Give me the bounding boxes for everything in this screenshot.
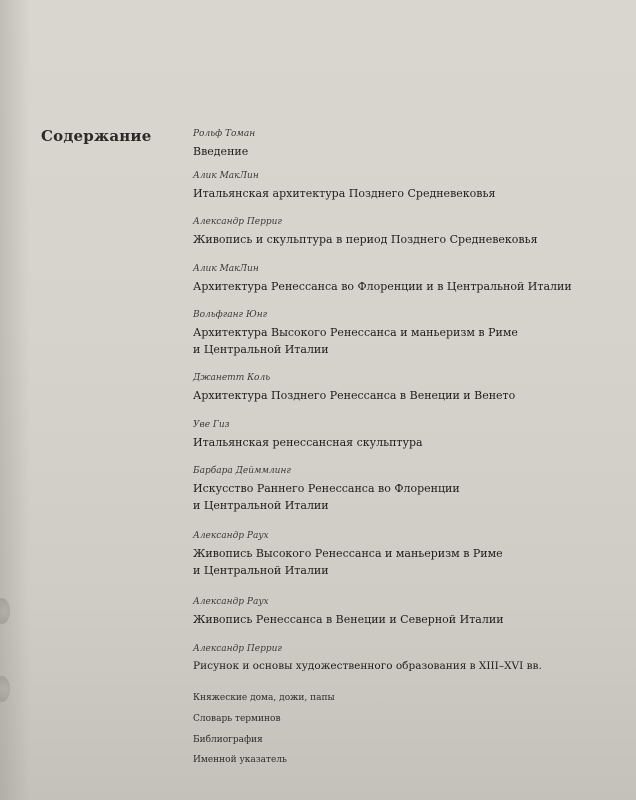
toc-entry	[193, 530, 623, 579]
toc-entry	[193, 216, 623, 248]
entry-title: Живопись Ренессанса в Венеции и Северной Италии	[193, 613, 504, 626]
toc-entry	[193, 372, 623, 404]
appendix-item: Библиография	[193, 735, 263, 745]
entry-author: Александр Раух	[193, 597, 269, 607]
contents-heading: Содержание	[41, 127, 152, 145]
toc-entry	[193, 309, 623, 358]
entry-author: Уве Гиз	[193, 420, 230, 430]
entry-author: Александр Перриг	[193, 644, 282, 654]
entry-author: Александр Раух	[193, 531, 269, 541]
entry-title: Живопись и скульптура в период Позднего Средневековья	[193, 233, 538, 246]
appendix-item: Княжеские дома, дожи, папы	[193, 693, 335, 703]
entry-title: Архитектура Высокого Ренессанса и маньеризм в Риме и Центральной Италии	[193, 326, 518, 356]
entry-title: Рисунок и основы художественного образования в XIII–XVI вв.	[193, 660, 542, 672]
entry-title: Искусство Раннего Ренессанса во Флоренции и Центральной Италии	[193, 482, 460, 512]
entry-title: Итальянская ренессансная скульптура	[193, 436, 423, 449]
entry-author: Вольфганг Юнг	[193, 310, 268, 320]
toc-entry	[193, 263, 623, 295]
entry-title: Итальянская архитектура Позднего Средневековья	[193, 187, 496, 200]
entry-author: Барбара Дейммлинг	[193, 466, 291, 476]
entry-author: Рольф Томан	[193, 129, 256, 139]
entry-title: Живопись Высокого Ренессанса и маньеризм в Риме и Центральной Италии	[193, 547, 503, 577]
entry-author: Джанетт Коль	[193, 373, 271, 383]
entry-title: Введение	[193, 145, 249, 158]
appendix-item: Именной указатель	[193, 755, 287, 765]
entry-title: Архитектура Позднего Ренессанса в Венеции и Венето	[193, 389, 516, 402]
toc-entry	[193, 419, 623, 451]
toc-entry	[193, 128, 623, 160]
entry-author: Александр Перриг	[193, 217, 282, 227]
toc-entry	[193, 596, 623, 628]
appendix-item: Словарь терминов	[193, 714, 281, 724]
toc-entry	[193, 465, 623, 514]
toc-entry	[193, 170, 623, 202]
entry-author: Алик МакЛин	[193, 264, 259, 274]
toc-entry	[193, 643, 623, 675]
entry-author: Алик МакЛин	[193, 171, 259, 181]
entry-title: Архитектура Ренессанса во Флоренции и в Центральной Италии	[193, 280, 572, 293]
